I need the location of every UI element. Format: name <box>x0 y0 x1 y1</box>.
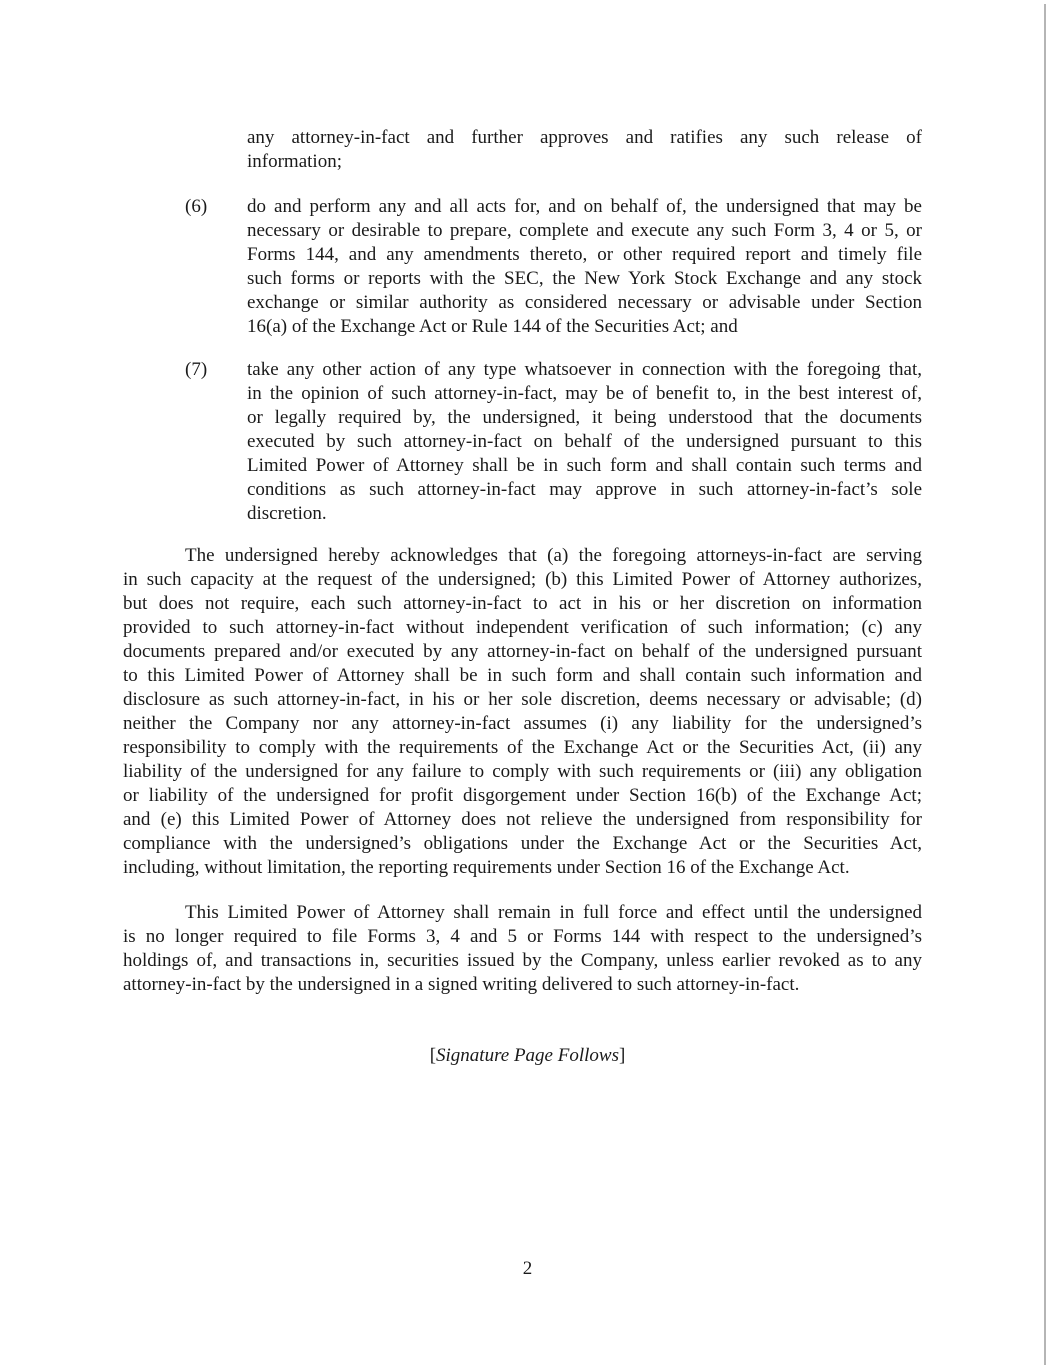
signature-page-note <box>0 1045 1055 1067</box>
text-line: or legally required by, the undersigned, it being understood that the documents <box>247 407 922 428</box>
text-line: disclosure as such attorney-in-fact, in his or her sole discretion, deems necessary or advisable; (d) <box>123 689 922 710</box>
item-7-text <box>247 358 922 526</box>
text-line: to this Limited Power of Attorney shall be in such form and shall contain such information and <box>123 665 922 686</box>
text-line: including, without limitation, the reporting requirements under Section 16 of the Exchange Act. <box>123 857 850 878</box>
text-line: any attorney-in-fact and further approves and ratifies any such release of <box>247 127 922 148</box>
text-line: documents prepared and/or executed by any attorney-in-fact on behalf of the undersigned pursuant <box>123 641 922 662</box>
text-line: such forms or reports with the SEC, the New York Stock Exchange and any stock <box>247 268 922 289</box>
text-line: This Limited Power of Attorney shall remain in full force and effect until the undersigned <box>185 902 922 923</box>
text-line: in the opinion of such attorney-in-fact, may be of benefit to, in the best interest of, <box>247 383 922 404</box>
text-line: Limited Power of Attorney shall be in such form and shall contain such terms and <box>247 455 922 476</box>
text-line: neither the Company nor any attorney-in-fact assumes (i) any liability for the undersigned’s <box>123 713 922 734</box>
text-line: attorney-in-fact by the undersigned in a signed writing delivered to such attorney-in-fact. <box>123 974 800 995</box>
text-line: responsibility to comply with the requirements of the Exchange Act or the Securities Act, (ii) any <box>123 737 922 758</box>
scan-edge-line <box>1044 4 1046 1365</box>
signature-note-text: Signature Page Follows <box>436 1045 619 1066</box>
text-line: in such capacity at the request of the undersigned; (b) this Limited Power of Attorney authorizes, <box>123 569 922 590</box>
text-line: but does not require, each such attorney-in-fact to act in his or her discretion on information <box>123 593 922 614</box>
item-7-number: (7) <box>185 359 208 380</box>
duration-paragraph <box>123 901 922 997</box>
text-line: provided to such attorney-in-fact without independent verification of such information; (c) any <box>123 617 922 638</box>
item-6-text <box>247 195 922 339</box>
text-line: do and perform any and all acts for, and on behalf of, the undersigned that may be <box>247 196 922 217</box>
text-line: liability of the undersigned for any failure to comply with such requirements or (iii) any obligation <box>123 761 922 782</box>
text-line: executed by such attorney-in-fact on behalf of the undersigned pursuant to this <box>247 431 922 452</box>
text-line: or liability of the undersigned for profit disgorgement under Section 16(b) of the Exchange Act; <box>123 785 922 806</box>
text-line: conditions as such attorney-in-fact may approve in such attorney-in-fact’s sole <box>247 479 922 500</box>
bracket-open: [ <box>429 1045 437 1066</box>
text-line: holdings of, and transactions in, securities issued by the Company, unless earlier revoked as to any <box>123 950 922 971</box>
text-line: take any other action of any type whatsoever in connection with the foregoing that, <box>247 359 922 380</box>
text-line: information; <box>247 151 342 172</box>
text-line: exchange or similar authority as considered necessary or advisable under Section <box>247 292 922 313</box>
text-line: The undersigned hereby acknowledges that (a) the foregoing attorneys-in-fact are serving <box>185 545 922 566</box>
text-line: discretion. <box>247 503 327 524</box>
item-6-number: (6) <box>185 196 208 217</box>
item-5-continuation <box>247 126 922 174</box>
text-line: 16(a) of the Exchange Act or Rule 144 of the Securities Act; and <box>247 316 738 337</box>
page-number: 2 <box>522 1258 533 1279</box>
text-line: and (e) this Limited Power of Attorney does not relieve the undersigned from responsibility for <box>123 809 922 830</box>
text-line: Forms 144, and any amendments thereto, or other required report and timely file <box>247 244 922 265</box>
acknowledgement-paragraph <box>123 544 922 880</box>
bracket-close: ] <box>618 1045 626 1066</box>
text-line: compliance with the undersigned’s obligations under the Exchange Act or the Securities Act, <box>123 833 922 854</box>
text-line: necessary or desirable to prepare, complete and execute any such Form 3, 4 or 5, or <box>247 220 922 241</box>
text-line: is no longer required to file Forms 3, 4 and 5 or Forms 144 with respect to the undersigned’s <box>123 926 922 947</box>
